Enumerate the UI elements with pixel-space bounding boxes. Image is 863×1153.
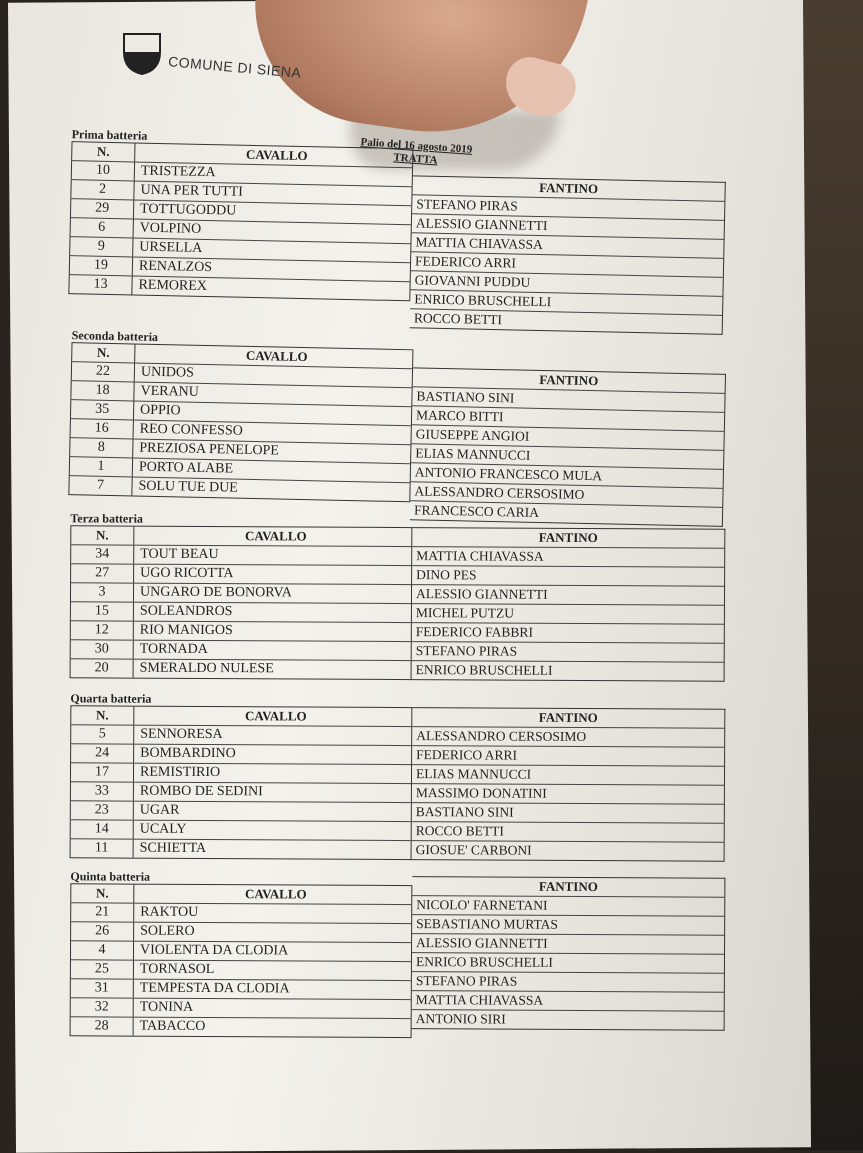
- horse-row: [71, 659, 411, 679]
- horse-number: 21: [71, 903, 134, 921]
- batteria-label: Terza batteria: [70, 511, 143, 526]
- horse-name: SENNORESA: [140, 726, 223, 743]
- horse-name: PORTO ALABE: [138, 459, 234, 477]
- horse-number: 17: [71, 763, 134, 781]
- subtitle-line: TRATTA: [393, 151, 438, 167]
- jockey-name: ENRICO BRUSCHELLI: [415, 662, 553, 678]
- jockey-name: NICOLO' FARNETANI: [416, 897, 548, 913]
- horse-number: 27: [71, 564, 134, 582]
- jockey-header: FANTINO: [538, 529, 598, 546]
- horse-number: 9: [70, 237, 133, 256]
- horse-number: 13: [69, 275, 132, 294]
- horse-row: [71, 979, 411, 1000]
- horse-name: TEMPESTA DA CLODIA: [139, 980, 290, 997]
- horse-number: 10: [72, 161, 135, 180]
- jockey-header: FANTINO: [539, 179, 599, 197]
- jockey-name: ANTONIO SIRI: [415, 1011, 506, 1027]
- jockey-name: ALESSIO GIANNETTI: [415, 586, 548, 602]
- horse-number: 30: [71, 640, 134, 658]
- horse-name: RAKTOU: [140, 904, 199, 920]
- horse-row: [71, 941, 411, 962]
- horse-row: [71, 903, 411, 924]
- batteria-label: Quinta batteria: [70, 869, 151, 884]
- jockey-row: [412, 1010, 724, 1030]
- horse-row: [71, 1017, 411, 1037]
- horse-number: 18: [71, 381, 134, 400]
- jockey-row: [412, 841, 724, 861]
- jockey-name: ENRICO BRUSCHELLI: [414, 291, 552, 310]
- jockey-name: ALESSANDRO CERSOSIMO: [414, 483, 585, 502]
- jockey-name: GIUSEPPE ANGIOI: [415, 426, 530, 444]
- horse-row: [71, 583, 411, 604]
- horse-number: 28: [71, 1017, 134, 1035]
- horse-name: BOMBARDINO: [140, 745, 236, 762]
- jockey-table: [410, 367, 726, 527]
- horse-row: [71, 621, 411, 642]
- horse-number: 6: [71, 218, 134, 237]
- horse-number: 8: [70, 438, 133, 457]
- horse-number: 7: [69, 476, 132, 495]
- jockey-header-row: [412, 528, 724, 549]
- jockey-name: MICHEL PUTZU: [415, 605, 515, 621]
- horse-name: UNGARO DE BONORVA: [139, 584, 292, 601]
- jockey-row: [412, 623, 724, 644]
- jockey-row: [412, 803, 724, 824]
- jockey-name: MATTIA CHIAVASSA: [416, 548, 544, 564]
- jockey-row: [412, 953, 724, 974]
- batteria-label: Quarta batteria: [70, 691, 152, 706]
- horse-number: 2: [71, 180, 134, 199]
- jockey-name: FEDERICO ARRI: [416, 747, 518, 763]
- jockey-name: STEFANO PIRAS: [416, 196, 518, 214]
- jockey-row: [412, 727, 724, 748]
- horse-table: [68, 342, 413, 502]
- num-header: N.: [71, 884, 134, 902]
- jockey-row: [412, 585, 724, 606]
- num-header: N.: [71, 706, 134, 724]
- jockey-row: [412, 746, 724, 767]
- horse-row: [71, 744, 411, 765]
- horse-number: 35: [71, 400, 134, 419]
- horse-table: [70, 883, 413, 1038]
- horse-name: TOTTUGODDU: [139, 201, 237, 219]
- jockey-name: MARCO BITTI: [415, 407, 504, 425]
- horse-name: SOLU TUE DUE: [138, 478, 238, 496]
- batteria-label: Seconda batteria: [71, 328, 159, 344]
- horse-number: 31: [71, 979, 134, 997]
- horse-number: 25: [71, 960, 134, 978]
- horse-name: RENALZOS: [138, 258, 213, 276]
- jockey-name: FRANCESCO CARIA: [413, 502, 540, 520]
- jockey-name: MATTIA CHIAVASSA: [415, 992, 544, 1008]
- jockey-row: [412, 642, 724, 663]
- horse-row: [71, 725, 411, 746]
- horse-number: 24: [71, 744, 134, 762]
- jockey-name: ALESSANDRO CERSOSIMO: [416, 728, 587, 744]
- horse-name: REMISTIRIO: [139, 764, 221, 781]
- jockey-table: [412, 527, 726, 682]
- horse-number: 22: [72, 362, 135, 381]
- batteria-label: Prima batteria: [71, 127, 148, 143]
- jockey-row: [412, 547, 724, 568]
- jockey-name: ROCCO BETTI: [415, 823, 504, 839]
- logo-text: COMUNE DI SIENA: [167, 53, 302, 81]
- horse-name: REMOREX: [138, 277, 208, 295]
- num-header: N.: [71, 526, 134, 544]
- jockey-name: ENRICO BRUSCHELLI: [415, 954, 553, 970]
- horse-name: ROMBO DE SEDINI: [139, 783, 263, 800]
- horse-name: PREZIOSA PENELOPE: [139, 440, 280, 459]
- header-row: [71, 526, 411, 547]
- title-line: Palio del 16 agosto 2019: [360, 136, 473, 156]
- horse-header: CAVALLO: [245, 347, 308, 365]
- horse-header: CAVALLO: [244, 528, 307, 544]
- header-row: [71, 706, 411, 727]
- horse-number: 29: [71, 199, 134, 218]
- jockey-row: [412, 915, 724, 936]
- batteria-table: [70, 705, 726, 861]
- horse-name: VOLPINO: [139, 220, 202, 237]
- horse-number: 34: [71, 545, 134, 563]
- horse-name: VIOLENTA DA CLODIA: [139, 942, 289, 959]
- jockey-name: ANTONIO FRANCESCO MULA: [414, 464, 603, 484]
- horse-table: [70, 705, 413, 860]
- horse-table: [68, 141, 413, 301]
- num-header: N.: [72, 142, 135, 161]
- batteria-section: [68, 127, 726, 328]
- horse-name: SMERALDO NULESE: [139, 660, 274, 677]
- jockey-row: [412, 822, 724, 843]
- horse-number: 32: [71, 998, 134, 1016]
- logo: [122, 30, 302, 81]
- jockey-name: DINO PES: [416, 567, 477, 583]
- jockey-name: ELIAS MANNUCCI: [415, 766, 532, 782]
- jockey-name: ALESSIO GIANNETTI: [415, 215, 548, 234]
- horse-name: UNA PER TUTTI: [140, 182, 244, 200]
- jockey-name: FEDERICO ARRI: [414, 253, 517, 271]
- horse-number: 3: [71, 583, 134, 601]
- horse-table: [70, 525, 413, 680]
- horse-row: [71, 763, 411, 784]
- jockey-name: BASTIANO SINI: [415, 804, 514, 820]
- horse-name: OPPIO: [139, 402, 181, 419]
- shield-logo-icon: [122, 30, 162, 76]
- jockey-header: FANTINO: [538, 709, 598, 726]
- horse-number: 26: [71, 922, 134, 940]
- horse-number: 20: [71, 659, 134, 677]
- horse-row: [71, 820, 411, 841]
- horse-number: 12: [71, 621, 134, 639]
- batteria-section: [70, 870, 726, 1039]
- jockey-name: FEDERICO FABBRI: [415, 624, 534, 640]
- horse-name: RIO MANIGOS: [139, 622, 233, 639]
- horse-name: SCHIETTA: [139, 840, 207, 856]
- jockey-header-row: [412, 877, 724, 898]
- horse-row: [71, 998, 411, 1019]
- batteria-table: [68, 141, 726, 328]
- batteria-section: [70, 512, 726, 681]
- jockey-name: STEFANO PIRAS: [415, 643, 518, 659]
- horse-name: URSELLA: [139, 239, 203, 256]
- horse-number: 15: [71, 602, 134, 620]
- jockey-row: [412, 934, 724, 955]
- jockey-row: [412, 784, 724, 805]
- horse-row: [71, 839, 411, 859]
- jockey-row: [412, 604, 724, 625]
- horse-row: [71, 545, 411, 566]
- horse-row: [71, 782, 411, 803]
- horse-header: CAVALLO: [245, 146, 308, 164]
- jockey-name: STEFANO PIRAS: [415, 973, 518, 989]
- jockey-header-row: [412, 708, 724, 729]
- jockey-name: ALESSIO GIANNETTI: [416, 935, 548, 951]
- horse-name: UGO RICOTTA: [140, 565, 234, 582]
- horse-name: TRISTEZZA: [140, 163, 216, 181]
- jockey-table: [412, 707, 726, 862]
- horse-row: [71, 564, 411, 585]
- horse-number: 11: [71, 839, 134, 857]
- horse-number: 5: [71, 725, 134, 743]
- horse-number: 23: [71, 801, 134, 819]
- horse-name: UGAR: [139, 802, 180, 818]
- horse-number: 19: [70, 256, 133, 275]
- horse-row: [71, 960, 411, 981]
- jockey-name: MASSIMO DONATINI: [415, 785, 547, 801]
- horse-header: CAVALLO: [244, 886, 307, 902]
- horse-number: 16: [71, 419, 134, 438]
- horse-name: SOLEANDROS: [139, 603, 233, 620]
- jockey-name: ELIAS MANNUCCI: [415, 445, 531, 463]
- jockey-name: SEBASTIANO MURTAS: [416, 916, 558, 932]
- jockey-header: FANTINO: [539, 371, 599, 389]
- horse-number: 4: [71, 941, 134, 959]
- num-header: N.: [72, 343, 135, 362]
- horse-row: [71, 801, 411, 822]
- horse-name: TABACCO: [139, 1018, 206, 1034]
- batteria-table: [70, 878, 726, 1039]
- jockey-header: FANTINO: [538, 878, 598, 895]
- horse-name: TONINA: [139, 999, 194, 1015]
- jockey-name: MATTIA CHIAVASSA: [415, 234, 544, 253]
- horse-name: UCALY: [139, 821, 187, 837]
- jockey-row: [412, 661, 724, 681]
- horse-number: 1: [70, 457, 133, 476]
- jockey-name: ROCCO BETTI: [413, 310, 503, 328]
- horse-header: CAVALLO: [244, 708, 307, 724]
- horse-name: UNIDOS: [140, 364, 194, 381]
- jockey-table: [412, 876, 726, 1031]
- jockey-row: [412, 765, 724, 786]
- jockey-table: [410, 175, 726, 335]
- jockey-name: BASTIANO SINI: [416, 388, 515, 406]
- horse-name: TORNASOL: [139, 961, 215, 978]
- horse-row: [71, 640, 411, 661]
- horse-name: TOUT BEAU: [140, 546, 219, 563]
- batteria-table: [70, 525, 726, 681]
- horse-name: TORNADA: [139, 641, 208, 658]
- jockey-row: [412, 972, 724, 993]
- jockey-name: GIOVANNI PUDDU: [414, 272, 531, 290]
- jockey-row: [412, 566, 724, 587]
- horse-number: 14: [71, 820, 134, 838]
- header-row: [71, 884, 411, 905]
- horse-name: VERANU: [140, 383, 200, 400]
- batteria-section: [70, 692, 726, 861]
- jockey-row: [412, 991, 724, 1012]
- jockey-name: GIOSUE' CARBONI: [415, 842, 532, 858]
- horse-row: [71, 922, 411, 943]
- horse-name: SOLERO: [140, 923, 195, 939]
- horse-number: 33: [71, 782, 134, 800]
- horse-name: REO CONFESSO: [139, 421, 243, 439]
- jockey-row: [412, 896, 724, 917]
- horse-row: [71, 602, 411, 623]
